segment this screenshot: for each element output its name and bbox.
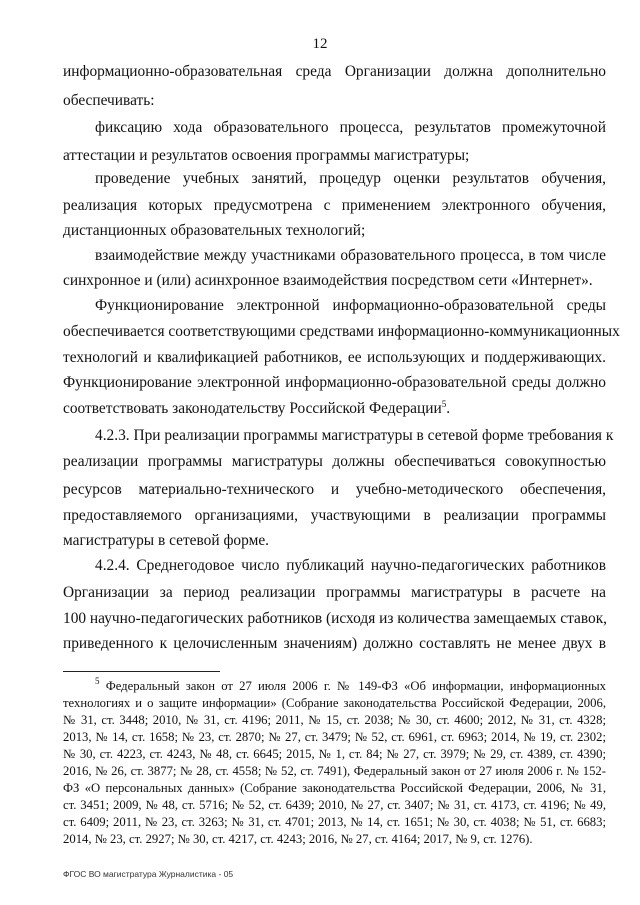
footnote-line: ст. 3451; 2009, № 48, ст. 5716; № 52, ст. 6439; 2010, № 27, ст. 3407; № 31, ст. 4173, ст. 4196; № 49, (63, 798, 606, 812)
body-line: синхронное и (или) асинхронное взаимодействия посредством сети «Интернет». (63, 272, 593, 289)
footnote-line: 2014, № 23, ст. 2927; № 30, ст. 4217, ст. 4243; 2016, № 27, ст. 4164; 2017, № 9, ст. 1276). (63, 832, 533, 846)
footnote-text: Федеральный закон от 27 июля 2006 г. № 149-ФЗ «Об информации, информационных (105, 679, 606, 693)
body-line: аттестации и результатов освоения программы магистратуры; (63, 147, 470, 164)
footnote-line: 2013, № 14, ст. 1658; № 23, ст. 2870; № 27, ст. 3479; № 52, ст. 6961, ст. 6963; 2014, № 19, ст. 2302; (63, 730, 606, 744)
body-line: Организации за период реализации программы магистратуры в расчете на (63, 584, 606, 601)
footnote-line (95, 678, 606, 694)
body-line: магистратуры в сетевой форме. (63, 532, 269, 549)
body-line: взаимодействие между участниками образовательного процесса, в том числе (95, 247, 606, 264)
footnote-line: № 31, ст. 3448; 2010, № 31, ст. 4196; 2011, № 15, ст. 2038; № 30, ст. 4600; 2012, № 31, ст. 4328; (63, 713, 606, 727)
body-line-text: соответствовать законодательству Российской Федерации (63, 400, 442, 417)
body-line: реализация которых предусмотрена с применением электронного обучения, (63, 197, 606, 214)
body-line: технологий и квалификацией работников, ее использующих и поддерживающих. (63, 349, 606, 366)
page-footer: ФГОС ВО магистратура Журналистика - 05 (63, 869, 234, 879)
body-line: 4.2.4. Среднегодовое число публикаций научно-педагогических работников (95, 557, 606, 574)
body-line: 100 научно-педагогических работников (исходя из количества замещаемых ставок, (63, 610, 608, 627)
body-line (63, 399, 606, 419)
body-line: дистанционных образовательных технологий; (63, 222, 366, 239)
body-line: реализации программы магистратуры должны обеспечиваться совокупностью (63, 453, 606, 470)
footnote-line: ФЗ «О персональных данных» (Собрание законодательства Российской Федерации, 2006, № 31, (63, 781, 606, 795)
footnote-reference: 5 (441, 399, 447, 409)
body-line: обеспечивать: (63, 92, 155, 109)
body-line: приведенного к целочисленным значениям) должно составлять не менее двух в (63, 635, 606, 652)
footnote-line: 2016, № 26, ст. 3877; № 28, ст. 4558; № 52, ст. 7491), Федеральный закон от 27 июля 2006 г. № 152- (63, 764, 606, 778)
body-line: информационно-образовательная среда Организации должна дополнительно (63, 63, 606, 80)
body-line: обеспечивается соответствующими средствами информационно-коммуникационных (63, 323, 620, 340)
body-line: проведение учебных занятий, процедур оценки результатов обучения, (95, 170, 606, 187)
footnote-line: № 30, ст. 4223, ст. 4243, № 48, ст. 6645; 2015, № 1, ст. 84; № 27, ст. 3979; № 29, ст. 4389, ст. 4390; (63, 747, 606, 761)
footnote-separator (63, 671, 220, 672)
footnote-line: ст. 6409; 2011, № 23, ст. 3263; № 31, ст. 4701; 2013, № 14, ст. 1651; № 30, ст. 4038; № 51, ст. 6683; (63, 815, 606, 829)
body-line: 4.2.3. При реализации программы магистратуры в сетевой форме требования к (95, 427, 614, 444)
footnote-reference-end: . (446, 400, 451, 417)
page-number: 12 (312, 36, 328, 52)
body-line: фиксацию хода образовательного процесса, результатов промежуточной (95, 119, 606, 136)
footnote-line: технологиях и о защите информации» (Собрание законодательства Российской Федерации, 2006, (63, 696, 606, 710)
body-line: ресурсов материально-технического и учебно-методического обеспечения, (63, 481, 606, 498)
body-line: Функционирование электронной информационно-образовательной среды (95, 297, 606, 314)
footnote-number: 5 (95, 676, 100, 686)
body-line: Функционирование электронной информационно-образовательной среды должно (63, 374, 606, 391)
body-line: предоставляемого организациями, участвующими в реализации программы (63, 507, 606, 524)
